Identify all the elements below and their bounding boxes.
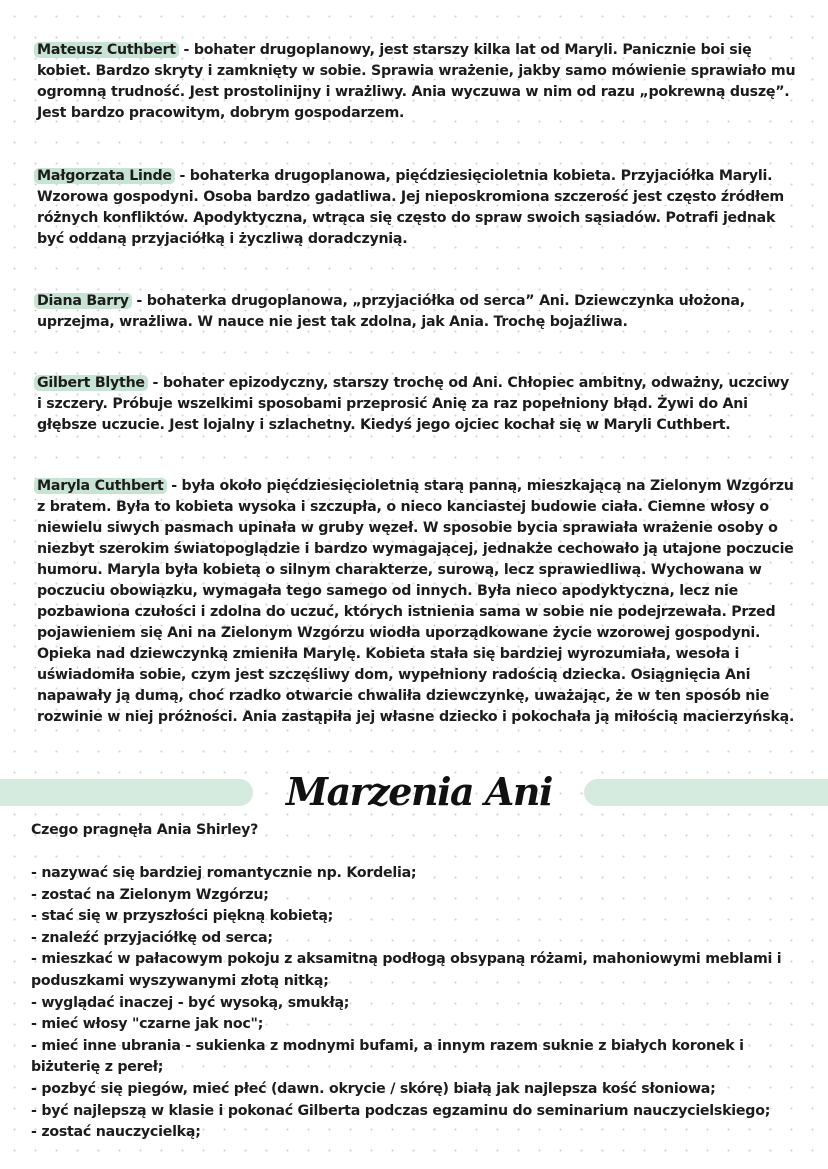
dreams-list: [31, 863, 801, 1144]
heading-band-left: [0, 779, 253, 806]
list-item: - pozbyć się piegów, mieć płeć (dawn. okrycie / skórę) białą jak najlepsza kość słoniowa;: [31, 1080, 716, 1097]
character-maryla: [37, 476, 797, 728]
character-name: Maryla Cuthbert: [34, 478, 167, 494]
character-diana: [37, 291, 797, 333]
section-question: Czego pragnęła Ania Shirley?: [31, 822, 259, 838]
list-item: - nazywać się bardziej romantycznie np. Kordelia;: [31, 865, 417, 881]
section-title: Marzenia Ani: [286, 769, 552, 814]
character-description: - bohater epizodyczny, starszy trochę od Ani. Chłopiec ambitny, odważny, uczciwy i szczery. Próbuje wszelkimi sposobami przeprosić Anię za raz popełniony błąd. Żywi do Ani głębsze uczucie. Jest lojalny i szlachetny. Kiedyś jego ojciec kochał się w Maryli Cuthbert.: [37, 375, 789, 433]
character-malgorzata: [37, 166, 797, 250]
character-description: - była około pięćdziesięcioletnią starą panną, mieszkającą na Zielonym Wzgórzu z bratem. Była to kobieta wysoka i szczupła, o nieco kanciastej budowie ciała. Ciemne włosy o niewielu siwych pasmach upinała w gruby węzeł. W sposobie bycia sprawiała wrażenie osoby o niezbyt szerokim światopoglądzie i bardzo wymagającej, jednakże cechowało ją utajone poczucie humoru. Maryla była kobietą o silnym charakterze, surową, lecz sprawiedliwą. Wychowana w poczuciu obowiązku, wymagała tego samego od innych. Była nieco apodyktyczna, lecz nie pozbawiona czułości i zdolna do uczuć, których istnienia sama w sobie nie podejrzewała. Przed pojawieniem się Ani na Zielonym Wzgórzu wiodła uporządkowane życie wzorowej gospodyni. Opieka nad dziewczynką zmieniła Marylę. Kobieta stała się bardziej wyrozumiała, wesoła i uświadomiła sobie, czym jest szczęśliwy dom, wypełniony radością dziecka. Osiągnięcia Ani napawały ją dumą, choć rzadko otwarcie chwaliła dziewczynkę, uważając, że w ten sposób nie rozwinie w niej próżności. Ania zastąpiła jej własne dziecko i pokochała ją miłością macierzyńską.: [37, 478, 795, 725]
heading-band-right: [584, 779, 828, 806]
list-item: - być najlepszą w klasie i pokonać Gilberta podczas egzaminu do seminarium nauczycielskiego;: [31, 1102, 771, 1119]
list-item: - mieszkać w pałacowym pokoju z aksamitną podłogą obsypaną różami, mahoniowymi meblami i poduszkami wyszywanymi złotą nitką;: [31, 951, 782, 989]
list-item: - zostać na Zielonym Wzgórzu;: [31, 886, 269, 903]
character-description: - bohater drugoplanowy, jest starszy kilka lat od Maryli. Panicznie boi się kobiet. Bardzo skryty i zamknięty w sobie. Sprawia wrażenie, jakby samo mówienie sprawiało mu ogromną trudność. Jest prostolinijny i wrażliwy. Ania wyczuwa w nim od razu „pokrewną duszę”. Jest bardzo pracowitym, dobrym gospodarzem.: [37, 42, 796, 121]
list-item: - mieć włosy "czarne jak noc";: [31, 1016, 264, 1033]
character-description: - bohaterka drugoplanowa, „przyjaciółka od serca” Ani. Dziewczynka ułożona, uprzejma, wrażliwa. W nauce nie jest tak zdolna, jak Ania. Trochę bojaźliwa.: [37, 293, 745, 330]
character-name: Mateusz Cuthbert: [34, 42, 179, 58]
character-mateusz: [37, 40, 797, 124]
character-name: Małgorzata Linde: [34, 168, 175, 184]
character-name: Diana Barry: [34, 293, 132, 309]
character-gilbert: [37, 373, 797, 436]
list-item: - znaleźć przyjaciółkę od serca;: [31, 929, 273, 946]
list-item: - wyglądać inaczej - być wysoką, smukłą;: [31, 994, 350, 1011]
character-name: Gilbert Blythe: [34, 375, 148, 391]
list-item: - stać się w przyszłości piękną kobietą;: [31, 908, 334, 925]
list-item: - zostać nauczycielką;: [31, 1124, 201, 1141]
character-description: - bohaterka drugoplanowa, pięćdziesięcioletnia kobieta. Przyjaciółka Maryli. Wzorowa gospodyni. Osoba bardzo gadatliwa. Jej nieposkromiona szczerość jest często źródłem różnych konfliktów. Apodyktyczna, wtrąca się często do spraw swoich sąsiadów. Potrafi jednak być oddaną przyjaciółką i życzliwą doradczynią.: [37, 168, 784, 247]
list-item: - mieć inne ubrania - sukienka z modnymi bufami, a innym razem suknie z białych koronek i biżuterię z pereł;: [31, 1037, 744, 1076]
